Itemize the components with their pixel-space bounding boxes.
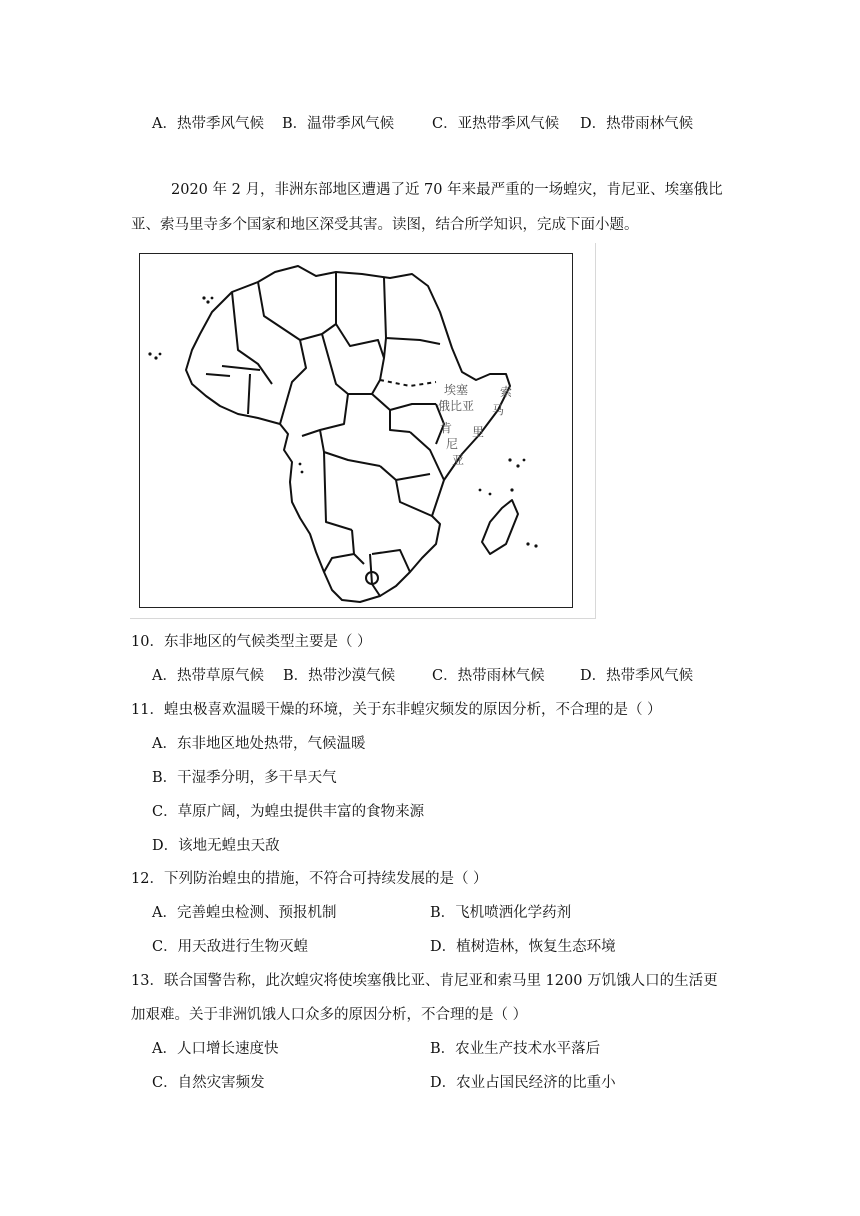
prev-option-a: A．热带季风气候	[152, 116, 264, 132]
q13-option-a: A．人口增长速度快	[152, 1041, 279, 1057]
question-10-stem: 10．东非地区的气候类型主要是（ ）	[131, 634, 372, 650]
map-label-somalia-1: 索	[500, 385, 513, 399]
island	[534, 544, 537, 547]
africa-map-svg	[140, 254, 574, 609]
sudan-border	[380, 380, 436, 386]
island	[211, 297, 214, 300]
prev-option-b: B．温带季风气候	[282, 116, 395, 132]
africa-map	[139, 253, 573, 608]
q13-option-b: B．农业生产技术水平落后	[430, 1041, 601, 1057]
q11-option-d: D．该地无蝗虫天敌	[152, 838, 280, 854]
q10-option-d: D．热带季风气候	[580, 668, 694, 684]
island	[508, 458, 511, 461]
q12-option-d: D．植树造林，恢复生态环境	[430, 939, 616, 955]
map-label-ethiopia-1: 埃塞	[444, 383, 469, 397]
island	[523, 459, 526, 462]
q12-option-b: B．飞机喷洒化学药剂	[430, 905, 572, 921]
q10-option-b: B．热带沙漠气候	[283, 668, 396, 684]
q11-option-b: B．干湿季分明，多干旱天气	[152, 770, 337, 786]
island	[159, 353, 162, 356]
island	[299, 463, 302, 466]
map-label-kenya-1: 肯	[440, 421, 453, 435]
prev-option-d: D．热带雨林气候	[580, 116, 694, 132]
map-label-somalia-3: 里	[472, 425, 485, 439]
map-label-ethiopia-2: 俄比亚	[438, 399, 475, 413]
question-12-stem: 12．下列防治蝗虫的措施，不符合可持续发展的是（ ）	[131, 871, 488, 887]
q12-option-c: C．用天敌进行生物灭蝗	[152, 939, 309, 955]
passage-line-1: 2020 年 2 月，非洲东部地区遭遇了近 70 年来最严重的一场蝗灾，肯尼亚、埃塞俄比	[171, 182, 723, 198]
map-label-somalia-2: 马	[492, 403, 505, 417]
q11-option-c: C．草原广阔，为蝗虫提供丰富的食物来源	[152, 804, 425, 820]
passage-line-2: 亚、索马里寺多个国家和地区深受其害。读图，结合所学知识，完成下面小题。	[131, 217, 639, 233]
map-label-kenya-2: 尼	[446, 437, 459, 451]
question-11-stem: 11．蝗虫极喜欢温暖干燥的环境，关于东非蝗灾频发的原因分析，不合理的是（ ）	[131, 702, 662, 718]
island	[516, 464, 519, 467]
q13-option-d: D．农业占国民经济的比重小	[430, 1075, 616, 1091]
island	[154, 356, 157, 359]
question-13-stem-line-1: 13．联合国警告称，此次蝗灾将使埃塞俄比亚、肯尼亚和索马里 1200 万饥饿人口的生活更	[131, 973, 718, 989]
question-13-stem-line-2: 加艰难。关于非洲饥饿人口众多的原因分析，不合理的是（ ）	[131, 1007, 528, 1023]
map-label-kenya-3: 亚	[452, 453, 465, 467]
island	[510, 488, 513, 491]
island	[489, 493, 492, 496]
madagascar	[482, 500, 518, 554]
q12-option-a: A．完善蝗虫检测、预报机制	[152, 905, 337, 921]
island	[479, 489, 482, 492]
island	[206, 300, 209, 303]
border-lines	[206, 272, 444, 596]
q13-option-c: C．自然灾害频发	[152, 1075, 265, 1091]
island	[301, 471, 304, 474]
island	[148, 352, 151, 355]
prev-option-c: C．亚热带季风气候	[432, 116, 560, 132]
q10-option-c: C．热带雨林气候	[432, 668, 545, 684]
q10-option-a: A．热带草原气候	[152, 668, 264, 684]
island	[526, 542, 529, 545]
q11-option-a: A．东非地区地处热带，气候温暖	[152, 736, 366, 752]
island	[202, 296, 205, 299]
